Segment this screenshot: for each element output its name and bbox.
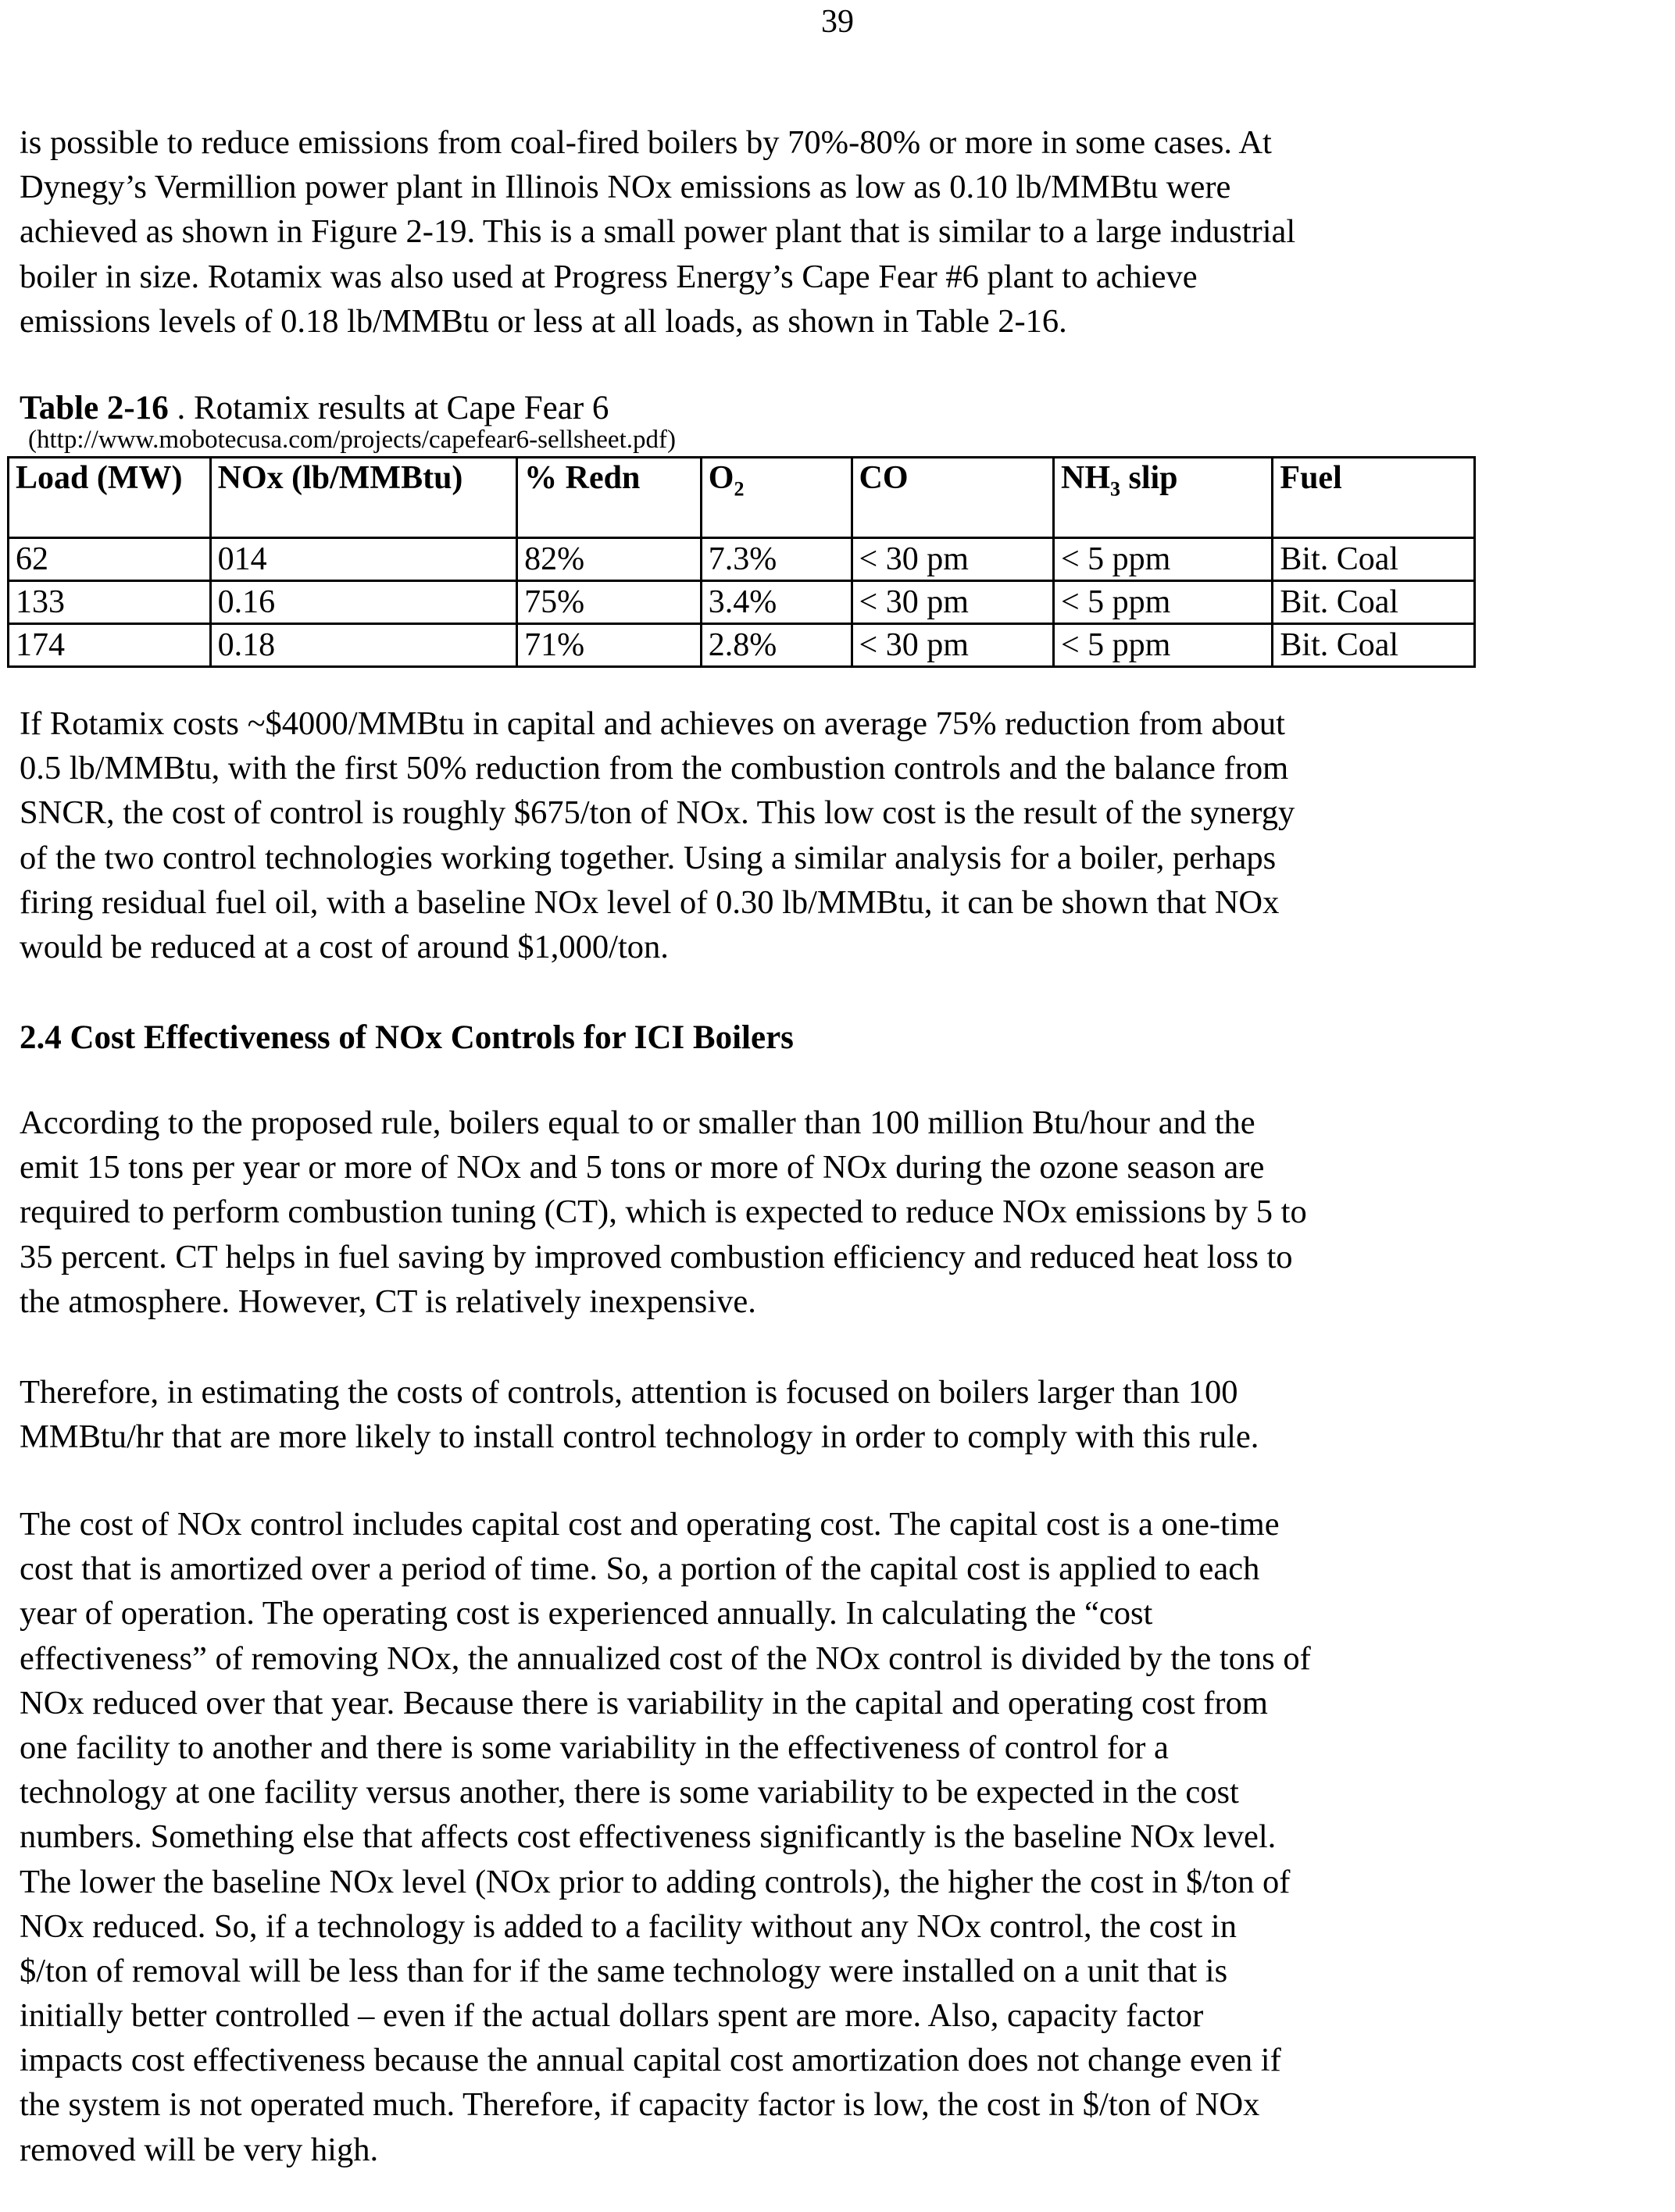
text-line: technology at one facility versus another, there is some variability to be expected in the cost <box>20 1774 1239 1811</box>
cell-load: 133 <box>9 581 211 624</box>
text-line: If Rotamix costs ~$4000/MMBtu in capital and achieves on average 75% reduction from about <box>20 705 1285 742</box>
text-line: emit 15 tons per year or more of NOx and 5 tons or more of NOx during the ozone season are <box>20 1149 1265 1186</box>
header-load: Load (MW) <box>9 458 211 538</box>
cell-o2: 2.8% <box>701 624 852 667</box>
header-o2-sub: 2 <box>734 477 745 501</box>
header-o2-text: O <box>708 460 734 496</box>
text-line: MMBtu/hr that are more likely to install control technology in order to comply with this rule. <box>20 1418 1259 1456</box>
header-o2 <box>701 458 852 538</box>
cell-nox: 014 <box>210 538 517 581</box>
text-line: required to perform combustion tuning (CT), which is expected to reduce NOx emissions by 5 to <box>20 1193 1307 1231</box>
cell-fuel: Bit. Coal <box>1273 624 1475 667</box>
text-line: Therefore, in estimating the costs of controls, attention is focused on boilers larger than 100 <box>20 1374 1238 1411</box>
cell-nox: 0.16 <box>210 581 517 624</box>
text-line: the system is not operated much. Therefore, if capacity factor is low, the cost in $/ton of NOx <box>20 2086 1260 2124</box>
text-line: Dynegy’s Vermillion power plant in Illinois NOx emissions as low as 0.10 lb/MMBtu were <box>20 169 1231 206</box>
text-line: of the two control technologies working together. Using a similar analysis for a boiler, perhaps <box>20 839 1277 876</box>
text-line: cost that is amortized over a period of time. So, a portion of the capital cost is applied to each <box>20 1550 1260 1588</box>
cell-nh3-slip: < 5 ppm <box>1053 538 1272 581</box>
text-line: NOx reduced. So, if a technology is added to a facility without any NOx control, the cost in <box>20 1907 1237 1945</box>
paragraph-rotamix-results <box>20 120 1295 344</box>
paragraph-rotamix-cost <box>20 701 1295 969</box>
page-number: 39 <box>821 4 854 40</box>
text-line: impacts cost effectiveness because the annual capital cost amortization does not change even if <box>20 2042 1281 2079</box>
text-line: removed will be very high. <box>20 2131 379 2168</box>
cell-load: 174 <box>9 624 211 667</box>
cell-nh3-slip: < 5 ppm <box>1053 624 1272 667</box>
header-co: CO <box>852 458 1053 538</box>
text-line: 0.5 lb/MMBtu, with the first 50% reduction from the combustion controls and the balance from <box>20 750 1289 787</box>
cell-o2: 3.4% <box>701 581 852 624</box>
table-label: Table 2-16 <box>20 390 169 426</box>
cell-co: < 30 pm <box>852 581 1053 624</box>
text-line: effectiveness” of removing NOx, the annualized cost of the NOx control is divided by the tons of <box>20 1639 1311 1677</box>
table-row <box>9 538 1475 581</box>
header-nh3-text: NH <box>1060 460 1110 496</box>
section-heading: 2.4 Cost Effectiveness of NOx Controls for ICI Boilers <box>20 1019 794 1056</box>
text-line: achieved as shown in Figure 2-19. This is a small power plant that is similar to a large industrial <box>20 213 1296 251</box>
header-fuel: Fuel <box>1273 458 1475 538</box>
text-line: NOx reduced over that year. Because there is variability in the capital and operating cost from <box>20 1684 1268 1721</box>
text-line: firing residual fuel oil, with a baseline NOx level of 0.30 lb/MMBtu, it can be shown that NOx <box>20 883 1280 921</box>
text-line: numbers. Something else that affects cost effectiveness significantly is the baseline NOx level. <box>20 1818 1277 1856</box>
cell-load: 62 <box>9 538 211 581</box>
text-line: emissions levels of 0.18 lb/MMBtu or less at all loads, as shown in Table 2-16. <box>20 302 1067 340</box>
text-line: the atmosphere. However, CT is relatively inexpensive. <box>20 1283 756 1320</box>
header-nh3-sub: 3 <box>1109 477 1120 501</box>
cell-co: < 30 pm <box>852 624 1053 667</box>
text-line: 35 percent. CT helps in fuel saving by improved combustion efficiency and reduced heat loss to <box>20 1238 1293 1275</box>
cell-fuel: Bit. Coal <box>1273 538 1475 581</box>
table-title: . Rotamix results at Cape Fear 6 <box>168 390 609 426</box>
text-line: would be reduced at a cost of around $1,000/ton. <box>20 928 669 965</box>
table-row <box>9 581 1475 624</box>
table-source-link[interactable]: (http://www.mobotecusa.com/projects/capefear6-sellsheet.pdf) <box>28 426 676 454</box>
text-line: SNCR, the cost of control is roughly $675/ton of NOx. This low cost is the result of the synergy <box>20 794 1295 832</box>
paragraph-proposed-rule <box>20 1101 1307 1324</box>
text-line: The lower the baseline NOx level (NOx prior to adding controls), the higher the cost in $/ton of <box>20 1863 1291 1900</box>
header-nh3-slip <box>1053 458 1272 538</box>
text-line: $/ton of removal will be less than for if the same technology were installed on a unit that is <box>20 1952 1228 1989</box>
cell-nh3-slip: < 5 ppm <box>1053 581 1272 624</box>
header-nox: NOx (lb/MMBtu) <box>210 458 517 538</box>
cell-redn: 75% <box>517 581 702 624</box>
text-line: one facility to another and there is some variability in the effectiveness of control for a <box>20 1729 1169 1766</box>
cell-redn: 71% <box>517 624 702 667</box>
rotamix-results-table <box>7 456 1476 668</box>
text-line: The cost of NOx control includes capital cost and operating cost. The capital cost is a one-time <box>20 1506 1280 1543</box>
cell-fuel: Bit. Coal <box>1273 581 1475 624</box>
text-line: boiler in size. Rotamix was also used at Progress Energy’s Cape Fear #6 plant to achieve <box>20 258 1198 295</box>
table-row <box>9 624 1475 667</box>
text-line: According to the proposed rule, boilers equal to or smaller than 100 million Btu/hour and the <box>20 1104 1255 1141</box>
header-redn: % Redn <box>517 458 702 538</box>
table-header-row <box>9 458 1475 538</box>
text-line: is possible to reduce emissions from coal-fired boilers by 70%-80% or more in some cases. At <box>20 124 1272 161</box>
paragraph-cost-of-control <box>20 1502 1311 2172</box>
text-line: year of operation. The operating cost is experienced annually. In calculating the “cost <box>20 1595 1153 1632</box>
text-line: initially better controlled – even if the actual dollars spent are more. Also, capacity factor <box>20 1997 1204 2035</box>
cell-co: < 30 pm <box>852 538 1053 581</box>
cell-nox: 0.18 <box>210 624 517 667</box>
paragraph-estimating-costs <box>20 1370 1259 1459</box>
cell-o2: 7.3% <box>701 538 852 581</box>
cell-redn: 82% <box>517 538 702 581</box>
header-nh3-suffix: slip <box>1120 460 1178 496</box>
